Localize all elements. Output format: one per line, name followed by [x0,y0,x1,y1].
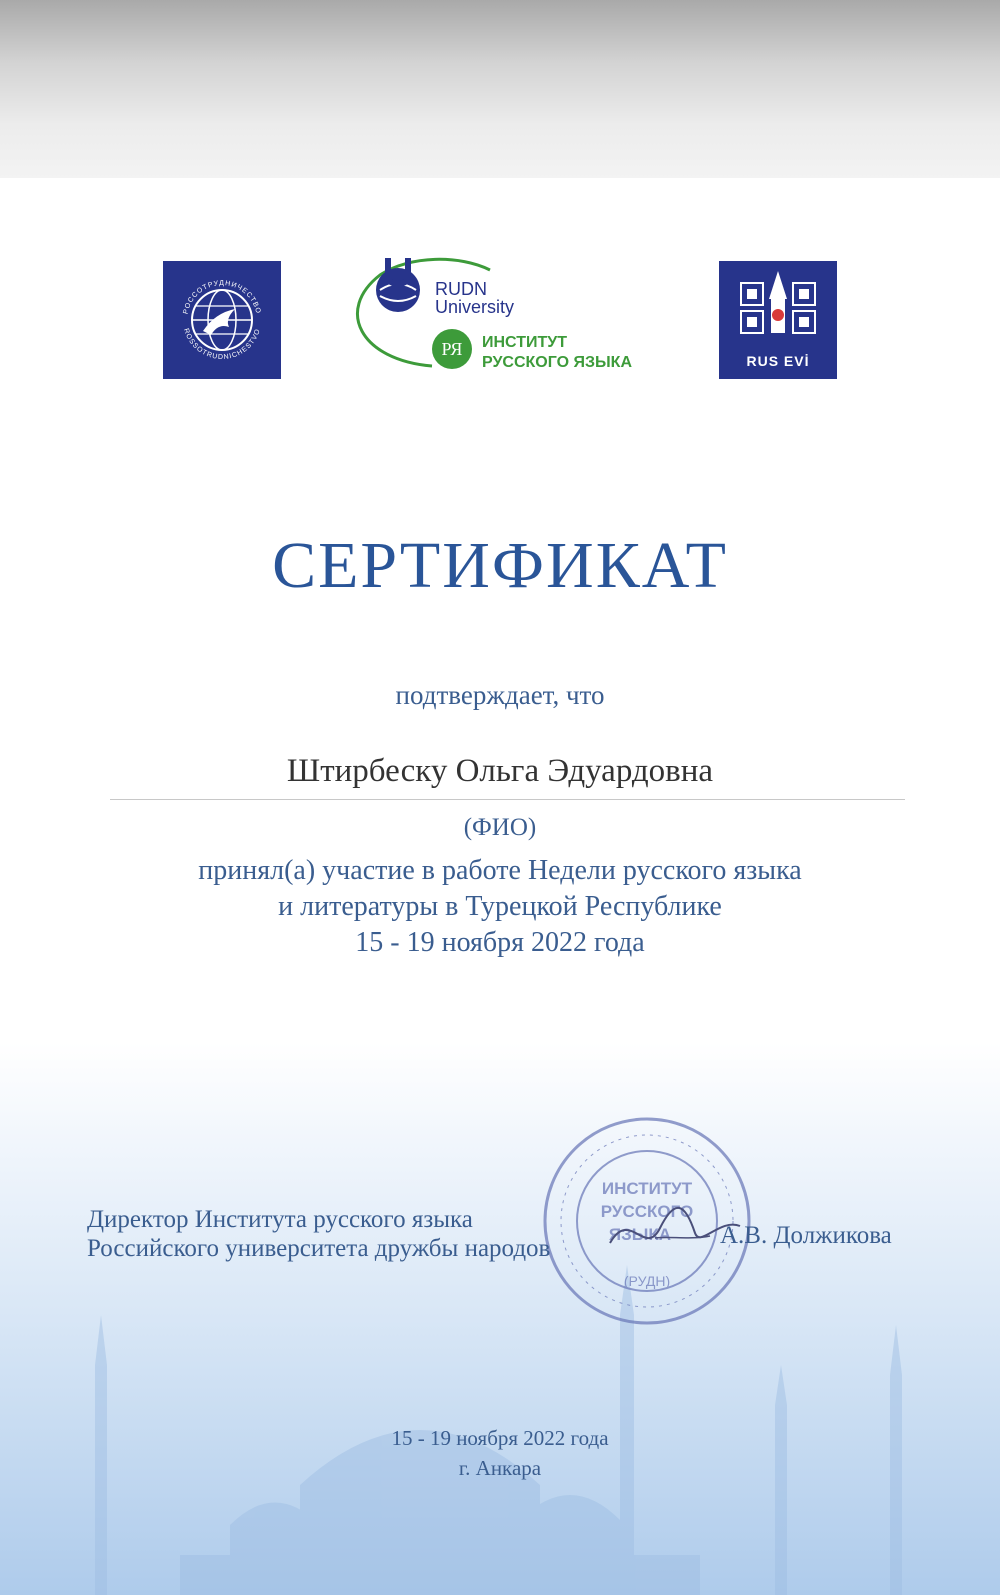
rus-evi-label: RUS EVİ [746,353,810,369]
rossotrudnichestvo-logo [163,261,281,379]
globe-dove-icon [163,261,281,379]
fio-caption: (ФИО) [463,814,537,841]
stamp-line-3: ЯЗЫКА [608,1225,672,1244]
name-underline [110,799,905,800]
participation-text [0,853,1000,961]
institute-line-2: РУССКОГО ЯЗЫКА [482,354,632,371]
institute-wordmark [482,333,632,373]
stamp-line-2: РУССКОГО [600,1202,694,1221]
footer-date: 15 - 19 ноября 2022 года [391,1426,609,1450]
confirms-text: подтверждает, что [395,680,605,710]
rus-evi-pattern-icon [719,261,837,351]
stamp-bottom: (РУДН) [623,1273,671,1289]
participation-line-2: и литературы в Турецкой Республике [278,891,722,922]
footer-place: г. Анкара [458,1456,542,1480]
certificate-sheet [0,178,1000,1595]
recipient-name: Штирбеску Ольга Эдуардовна [286,753,714,789]
rudn-line: RUDN [435,279,487,299]
ria-badge-icon: РЯ [432,329,472,369]
footer [0,1423,1000,1483]
participation-line-3: 15 - 19 ноября 2022 года [355,927,645,958]
university-line: University [435,297,515,317]
svg-text:ROSSOTRUDNICHESTVO: ROSSOTRUDNICHESTVO [182,327,262,362]
certificate-title: СЕРТИФИКАТ [272,529,728,602]
director-position [87,1205,550,1263]
institute-line-1: ИНСТИТУТ [482,334,567,351]
stamp-line-1: ИНСТИТУТ [601,1179,693,1198]
participation-line-1: принял(а) участие в работе Недели русского языка [198,855,802,886]
svg-text:РОССОТРУДНИЧЕСТВО: РОССОТРУДНИЧЕСТВО [182,279,262,315]
director-line-2: Российского университета дружбы народов [87,1235,551,1262]
photo-top-band [0,0,1000,178]
rudn-institute-logo [340,250,680,390]
signer-name: А.В. Должикова [720,1222,892,1249]
rus-evi-logo [719,261,837,379]
director-line-1: Директор Института русского языка [87,1206,473,1233]
rudn-wordmark [435,280,514,316]
